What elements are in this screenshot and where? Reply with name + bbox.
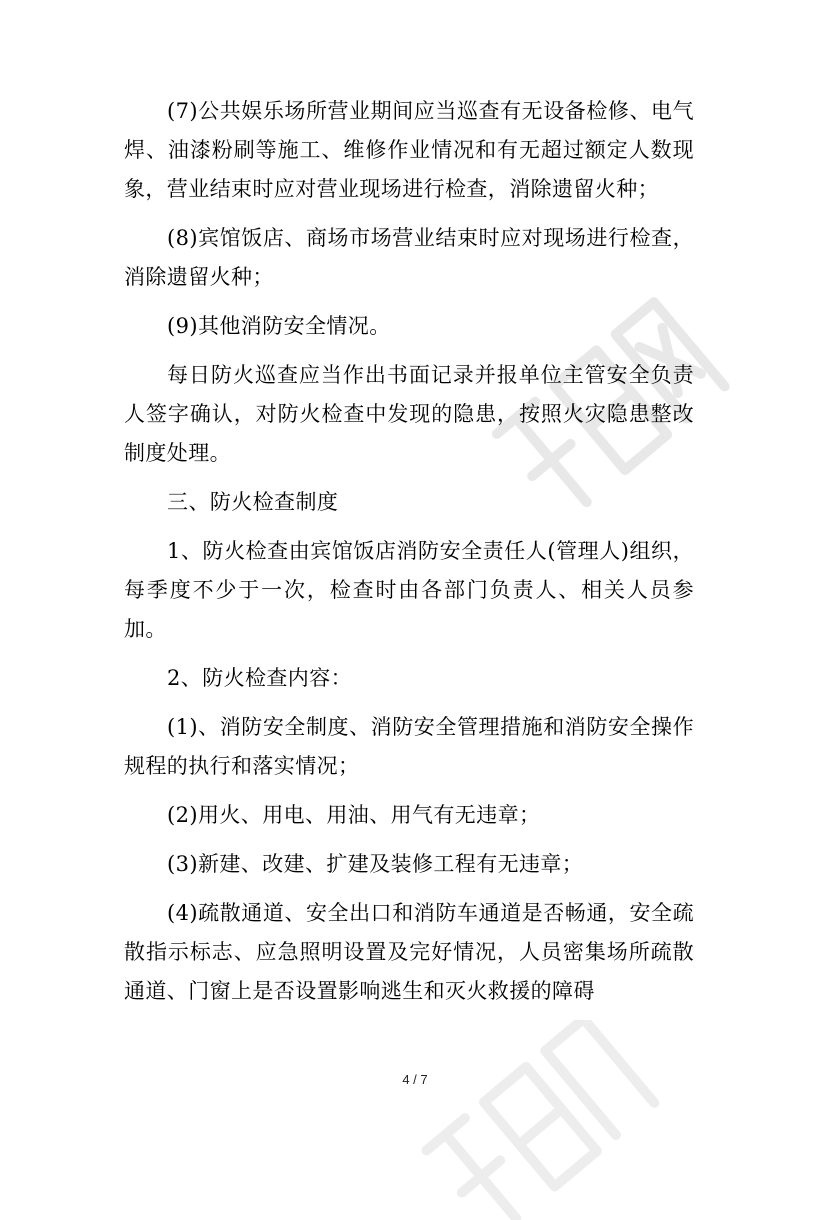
paragraph-inspection-2: 2、防火检查内容： <box>167 666 353 690</box>
paragraph-content-1: (1)、消防安全制度、消防安全管理措施和消防安全操作规程的执行和落实情况； <box>124 715 694 778</box>
paragraph-content-4: (4)疏散通道、安全出口和消防车通道是否畅通，安全疏散指示标志、应急照明设置及完好情况，人员密集场所疏散通道、门窗上是否设置影响逃生和灭火救援的障碍 <box>124 901 694 1003</box>
paragraph-content-3: (3)新建、改建、扩建及装修工程有无违章； <box>167 852 584 876</box>
page-number: 4 / 7 <box>402 1072 428 1087</box>
document-body <box>124 92 694 1011</box>
paragraph-inspection-1: 1、防火检查由宾馆饭店消防安全责任人(管理人)组织，每季度不少于一次，检查时由各部门负责人、相关人员参加。 <box>124 539 694 641</box>
watermark-stamp-bottom <box>360 1020 690 1220</box>
paragraph-content-2: (2)用火、用电、用油、用气有无违章； <box>167 803 541 827</box>
paragraph-item-8: (8)宾馆饭店、商场市场营业结束时应对现场进行检查，消除遗留火种； <box>124 226 694 289</box>
paragraph-item-9: (9)其他消防安全情况。 <box>167 314 391 338</box>
paragraph-item-7: (7)公共娱乐场所营业期间应当巡查有无设备检修、电气焊、油漆粉刷等施工、维修作业情况和有无超过额定人数现象，营业结束时应对营业现场进行检查，消除遗留火种； <box>124 99 694 201</box>
section-heading-fire-inspection: 三、防火检查制度 <box>167 490 339 514</box>
paragraph-daily-record: 每日防火巡查应当作出书面记录并报单位主管安全负责人签字确认，对防火检查中发现的隐患，按照火灾隐患整改制度处理。 <box>124 363 694 465</box>
